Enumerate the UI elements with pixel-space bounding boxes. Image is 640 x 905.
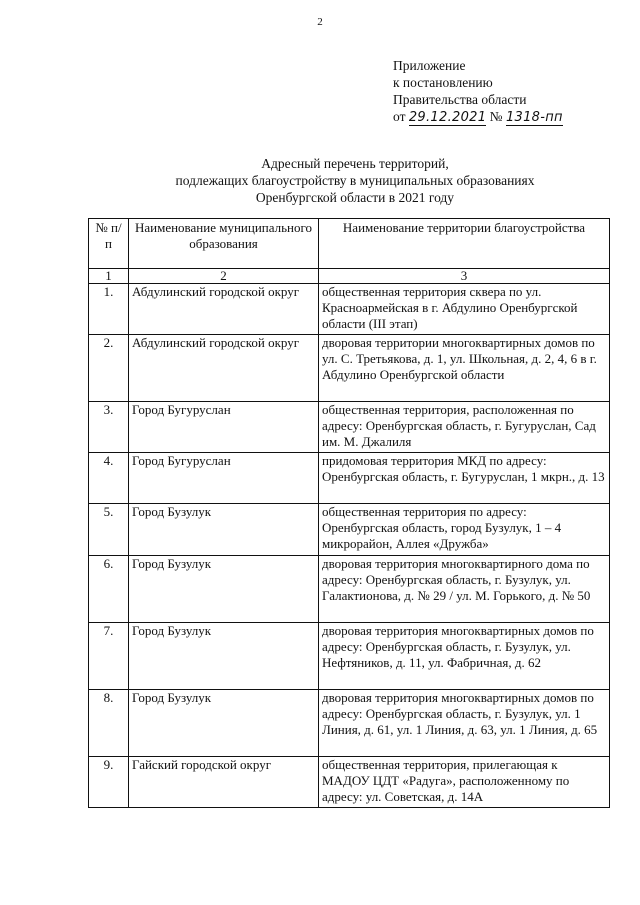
table-row <box>89 402 610 453</box>
appendix-block <box>393 57 563 126</box>
table-row <box>89 623 610 690</box>
row-municipality: Город Бузулук <box>129 556 319 623</box>
row-territory: общественная территория сквера по ул. Красноармейская в г. Абдулино Оренбургской области (III этап) <box>319 284 610 335</box>
column-number: 3 <box>319 269 610 284</box>
row-number: 1. <box>89 284 129 335</box>
document-title <box>0 155 640 206</box>
appendix-date-number-line <box>393 108 563 126</box>
appendix-resolution: к постановлению <box>393 75 493 90</box>
row-territory: дворовая территория многоквартирных домов по адресу: Оренбургская область, г. Бузулук, ул. 1 Линия, д. 61, ул. 1 Линия, д. 63, ул. 1 Линия, д. 65 <box>319 690 610 757</box>
row-territory: дворовая территория многоквартирных домов по адресу: Оренбургская область, г. Бузулук, ул. Нефтяников, д. 11, ул. Фабричная, д. 62 <box>319 623 610 690</box>
resolution-number: 1318-пп <box>505 110 563 125</box>
table-row <box>89 335 610 402</box>
territory-table <box>88 218 610 808</box>
number-sign: № <box>489 109 503 124</box>
table-row <box>89 284 610 335</box>
title-line-2: подлежащих благоустройству в муниципальных образованиях <box>175 173 535 188</box>
row-municipality: Абдулинский городской округ <box>129 284 319 335</box>
table-row <box>89 453 610 504</box>
row-number: 4. <box>89 453 129 504</box>
appendix-government: Правительства области <box>393 92 527 107</box>
page-number: 2 <box>317 16 323 28</box>
resolution-date: 29.12.2021 <box>408 110 487 125</box>
header-territory: Наименование территории благоустройства <box>319 219 610 269</box>
row-number: 9. <box>89 757 129 808</box>
title-line-3: Оренбургской области в 2021 году <box>255 190 455 205</box>
row-municipality: Город Бугуруслан <box>129 453 319 504</box>
row-number: 6. <box>89 556 129 623</box>
column-number-row <box>89 269 610 284</box>
row-number: 3. <box>89 402 129 453</box>
row-municipality: Абдулинский городской округ <box>129 335 319 402</box>
appendix-label: Приложение <box>393 58 466 73</box>
row-territory: дворовая территория многоквартирного дома по адресу: Оренбургская область, г. Бузулук, ул. Галактионова, д. № 29 / ул. М. Горького, д. № 50 <box>319 556 610 623</box>
row-number: 5. <box>89 504 129 556</box>
title-line-1: Адресный перечень территорий, <box>261 156 449 171</box>
row-municipality: Город Бугуруслан <box>129 402 319 453</box>
row-number: 2. <box>89 335 129 402</box>
row-number: 8. <box>89 690 129 757</box>
table-header-row <box>89 219 610 269</box>
row-territory: общественная территория, прилегающая к МАДОУ ЦДТ «Радуга», расположенному по адресу: ул. Советская, д. 14А <box>319 757 610 808</box>
header-number: № п/п <box>89 219 129 269</box>
from-prefix: от <box>393 109 406 124</box>
column-number: 2 <box>129 269 319 284</box>
row-territory: придомовая территория МКД по адресу: Оренбургская область, г. Бугуруслан, 1 мкрн., д. 13 <box>319 453 610 504</box>
row-number: 7. <box>89 623 129 690</box>
row-territory: дворовая территории многоквартирных домов по ул. С. Третьякова, д. 1, ул. Школьная, д. 2, 4, 6 в г. Абдулино Оренбургской области <box>319 335 610 402</box>
table-row <box>89 690 610 757</box>
row-municipality: Город Бузулук <box>129 690 319 757</box>
table-row <box>89 556 610 623</box>
row-municipality: Гайский городской округ <box>129 757 319 808</box>
table-row <box>89 757 610 808</box>
header-municipality: Наименование муниципального образования <box>129 219 319 269</box>
table-row <box>89 504 610 556</box>
column-number: 1 <box>89 269 129 284</box>
row-territory: общественная территория, расположенная по адресу: Оренбургская область, г. Бугуруслан, Сад им. М. Джалиля <box>319 402 610 453</box>
row-municipality: Город Бузулук <box>129 623 319 690</box>
row-municipality: Город Бузулук <box>129 504 319 556</box>
row-territory: общественная территория по адресу: Оренбургская область, город Бузулук, 1 – 4 микрорайон, Аллея «Дружба» <box>319 504 610 556</box>
